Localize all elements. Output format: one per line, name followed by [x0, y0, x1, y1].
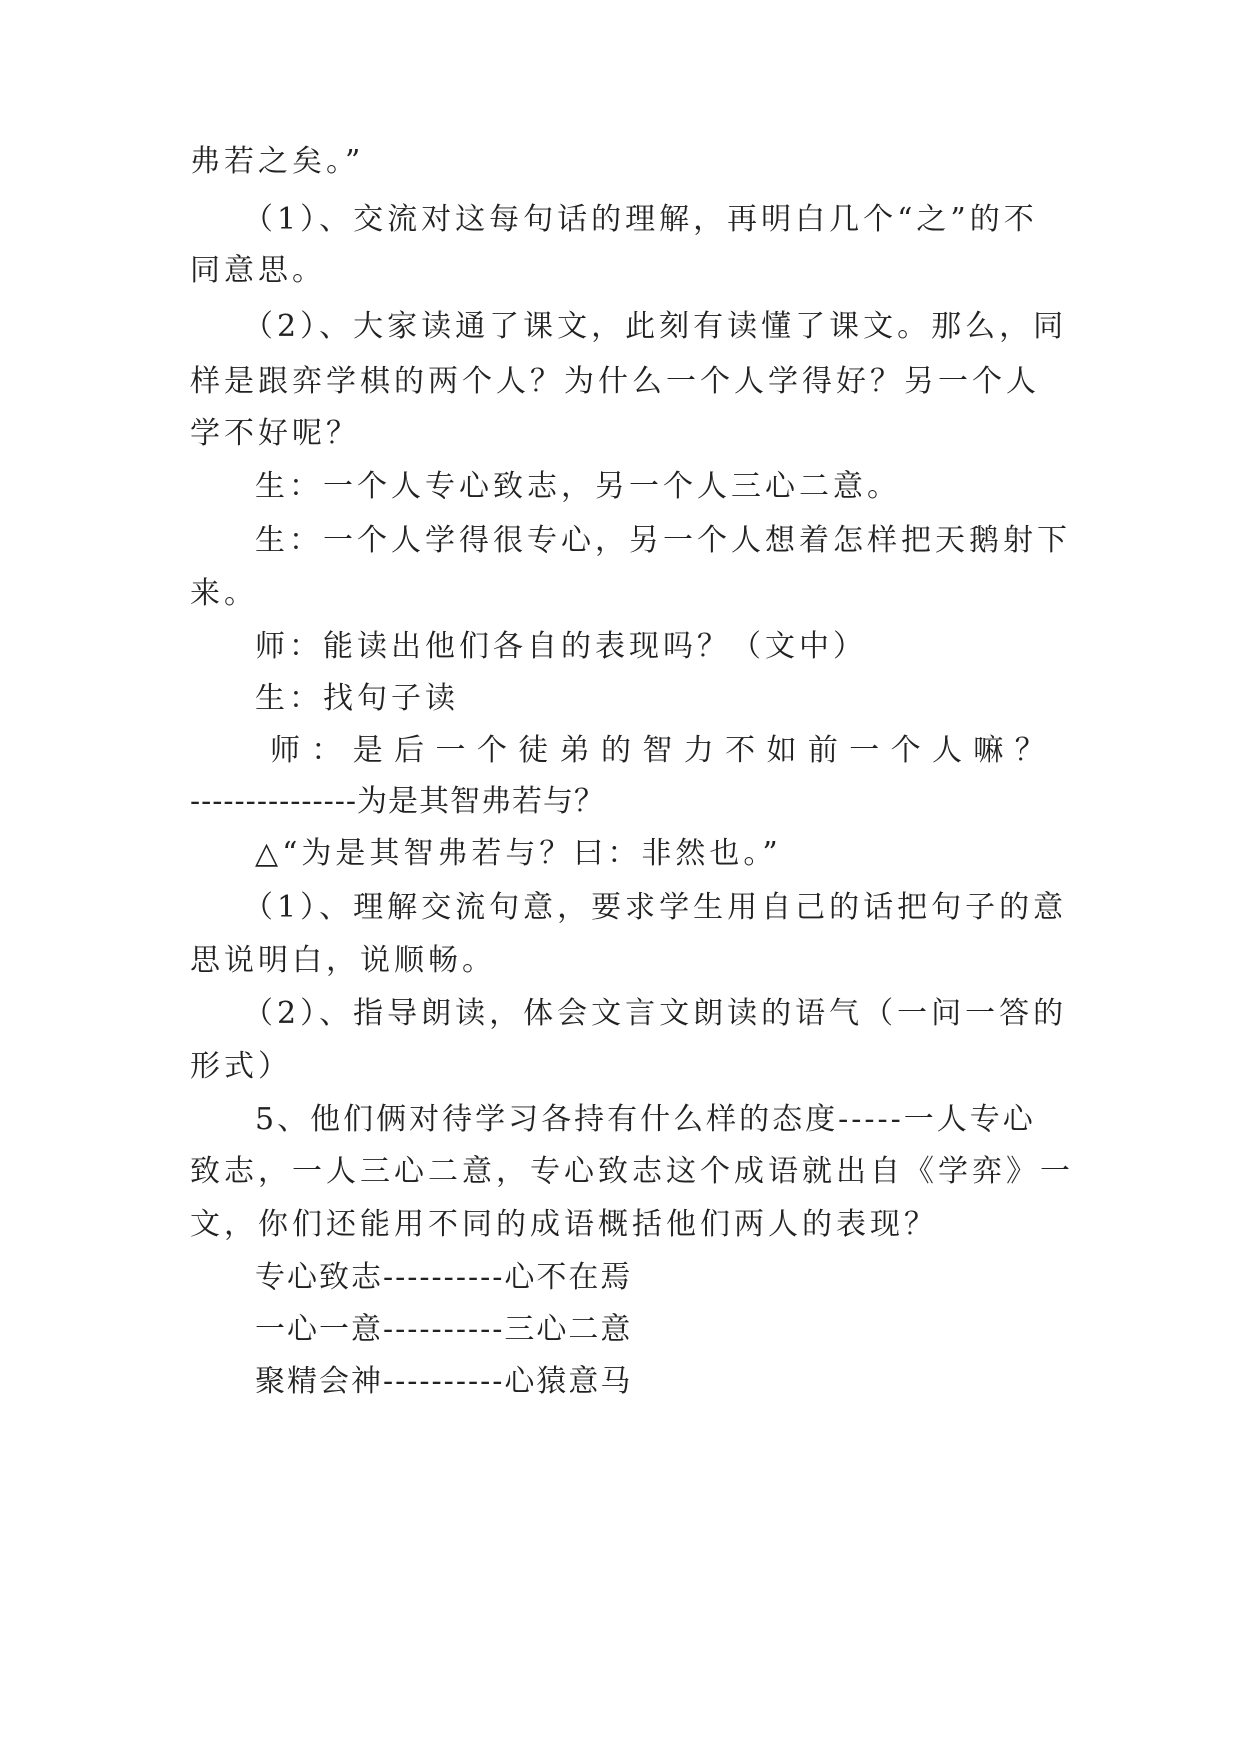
char: ：	[311, 733, 342, 768]
char: 一	[849, 733, 880, 768]
char: 一	[435, 733, 466, 768]
char: 师	[270, 733, 300, 768]
text-line-17: （2）、指导朗读，体会文言文朗读的语气（一问一答的	[243, 996, 1068, 1031]
text-line-15: （1）、理解交流句意，要求学生用自己的话把句子的意	[243, 890, 1068, 925]
char: 嘛	[973, 733, 1004, 768]
text-line-24: 聚精会神----------心猿意马	[255, 1364, 633, 1399]
text-line-20: 致志，一人三心二意，专心致志这个成语就出自《学弈》一	[190, 1154, 1074, 1189]
char: 不	[725, 733, 756, 768]
text-line-23: 一心一意----------三心二意	[255, 1312, 633, 1347]
text-line-22: 专心致志----------心不在焉	[255, 1260, 633, 1295]
text-line-14: △“为是其智弗若与？曰：非然也。”	[255, 836, 782, 871]
text-line-11: 生：找句子读	[255, 681, 459, 716]
char: 是	[352, 733, 383, 768]
text-line-6: 学不好呢？	[190, 416, 360, 451]
char: 个	[890, 733, 921, 768]
text-line-18: 形式）	[190, 1049, 292, 1084]
text-line-12	[270, 731, 1045, 771]
text-line-5: 样是跟弈学棋的两个人？为什么一个人学得好？另一个人	[190, 364, 1040, 399]
text-line-1: 弗若之矣。”	[190, 144, 365, 179]
char: 的	[601, 733, 631, 768]
text-line-2: （1）、交流对这每句话的理解，再明白几个“之”的不	[243, 202, 1038, 237]
text-line-16: 思说明白，说顺畅。	[190, 943, 496, 978]
char: 后	[394, 733, 425, 768]
text-line-10: 师：能读出他们各自的表现吗？（文中）	[255, 629, 867, 664]
text-line-9: 来。	[190, 576, 258, 611]
char: 智	[642, 733, 673, 768]
text-line-4: （2）、大家读通了课文，此刻有读懂了课文。那么，同	[243, 309, 1068, 344]
char: 前	[807, 733, 838, 768]
char: 力	[683, 733, 714, 768]
text-line-21: 文，你们还能用不同的成语概括他们两人的表现？	[190, 1207, 938, 1242]
char: ？	[1014, 733, 1045, 768]
text-line-3: 同意思。	[190, 253, 326, 288]
text-line-8: 生：一个人学得很专心，另一个人想着怎样把天鹅射下	[255, 523, 1071, 558]
text-line-7: 生：一个人专心致志，另一个人三心二意。	[255, 469, 901, 504]
text-line-19: 5、他们俩对待学习各持有什么样的态度-----一人专心	[255, 1102, 1036, 1137]
char: 如	[766, 733, 797, 768]
text-line-13: ---------------为是其智弗若与？	[190, 784, 606, 819]
char: 徒	[518, 733, 549, 768]
char: 个	[476, 733, 507, 768]
char: 弟	[559, 733, 590, 768]
char: 人	[932, 733, 962, 768]
